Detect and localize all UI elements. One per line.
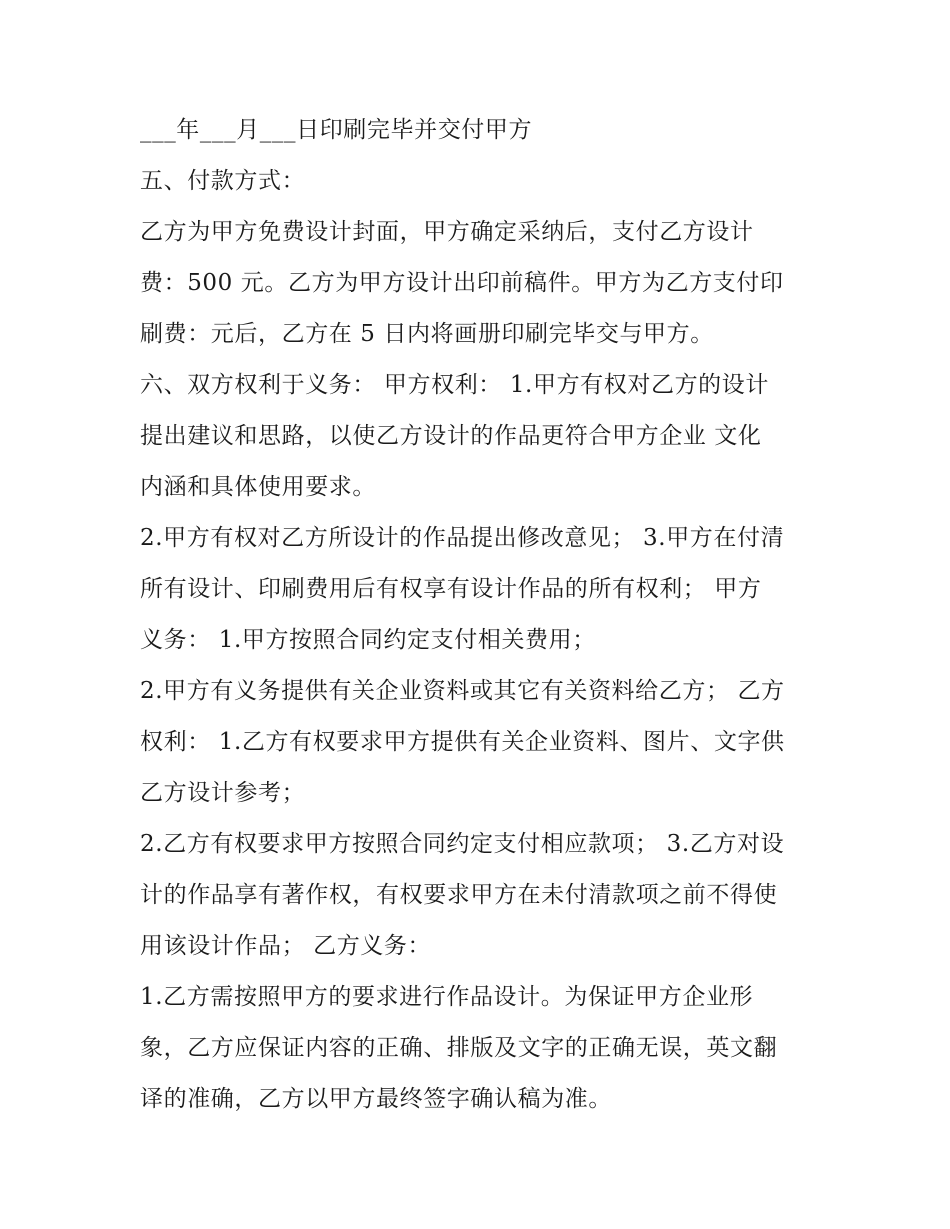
text-line: 所有设计、印刷费用后有权享有设计作品的所有权利； 甲方 — [140, 576, 762, 602]
text-line: 乙方为甲方免费设计封面，甲方确定采纳后，支付乙方设计 — [140, 219, 754, 245]
text-line: 权利： 1.乙方有权要求甲方提供有关企业资料、图片、文字供 — [140, 729, 785, 755]
text-line: 2.甲方有义务提供有关企业资料或其它有关资料给乙方； 乙方 — [140, 678, 785, 704]
section-heading-rights: 六、双方权利于义务： 甲方权利： 1.甲方有权对乙方的设计 — [140, 372, 769, 398]
text-line: 计的作品享有著作权，有权要求甲方在未付清款项之前不得使 — [140, 882, 778, 908]
text-line: ___年___月___日印刷完毕并交付甲方 — [140, 117, 533, 143]
text-line: 用该设计作品； 乙方义务： — [140, 933, 432, 959]
section-heading-payment: 五、付款方式： — [140, 168, 306, 194]
text-line: 2.乙方有权要求甲方按照合同约定支付相应款项； 3.乙方对设 — [140, 831, 785, 857]
text-line: 象，乙方应保证内容的正确、排版及文字的正确无误，英文翻 — [140, 1035, 778, 1061]
text-line: 内涵和具体使用要求。 — [140, 474, 376, 500]
text-line: 1.乙方需按照甲方的要求进行作品设计。为保证甲方企业形 — [140, 984, 754, 1010]
text-line: 义务： 1.甲方按照合同约定支付相关费用； — [140, 627, 596, 653]
text-line: 2.甲方有权对乙方所设计的作品提出修改意见； 3.甲方在付清 — [140, 525, 785, 551]
text-line: 刷费：元后，乙方在 5 日内将画册印刷完毕交与甲方。 — [140, 321, 714, 347]
text-line: 译的准确，乙方以甲方最终签字确认稿为准。 — [140, 1086, 612, 1112]
text-line: 提出建议和思路，以使乙方设计的作品更符合甲方企业 文化 — [140, 423, 762, 449]
text-line: 费：500 元。乙方为甲方设计出印前稿件。甲方为乙方支付印 — [140, 270, 784, 296]
text-line: 乙方设计参考； — [140, 780, 306, 806]
document-page — [140, 105, 820, 1125]
